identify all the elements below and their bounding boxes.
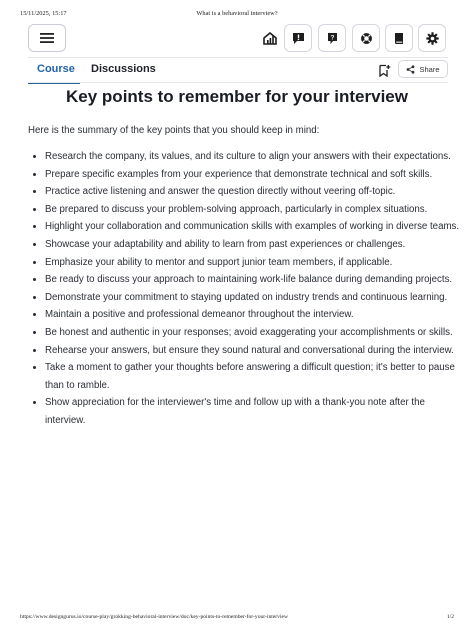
intro-text: Here is the summary of the key points that you should keep in mind: <box>28 125 320 136</box>
list-item: • Show appreciation for the interviewer's time and follow up with a thank-you note after the interview. <box>45 394 465 429</box>
share-button[interactable] <box>398 60 448 78</box>
print-header <box>0 0 474 20</box>
settings-button[interactable] <box>418 24 446 52</box>
feedback-button[interactable] <box>284 24 312 52</box>
print-footer <box>0 612 474 626</box>
list-item: • Be prepared to discuss your problem-solving approach, particularly in complex situations. <box>45 201 465 219</box>
share-icon <box>406 65 415 74</box>
list-item: • Emphasize your ability to mentor and support junior team members, if applicable. <box>45 254 465 272</box>
print-title: What is a behavioral interview? <box>196 10 278 17</box>
list-item: • Prepare specific examples from your experience that demonstrate technical and soft skills. <box>45 166 465 184</box>
page-title: Key points to remember for your interview <box>66 87 408 106</box>
list-item: • Research the company, its values, and its culture to align your answers with their expectations. <box>45 148 465 166</box>
print-date: 15/11/2025, 15:17 <box>20 10 67 17</box>
menu-button[interactable] <box>28 24 66 52</box>
list-item: • Practice active listening and answer the question directly without veering off-topic. <box>45 183 465 201</box>
share-label: Share <box>419 64 440 74</box>
list-item: • Rehearse your answers, but ensure they sound natural and conversational during the interview. <box>45 342 465 360</box>
list-item: • Be honest and authentic in your responses; avoid exaggerating your accomplishments or skills. <box>45 324 465 342</box>
print-page-number: 1/2 <box>446 614 454 620</box>
list-item: • Demonstrate your commitment to staying updated on industry trends and continuous learning. <box>45 289 465 307</box>
svg-text:?: ? <box>330 34 334 42</box>
top-toolbar <box>0 22 474 56</box>
list-item: • Showcase your adaptability and ability to learn from past experiences or challenges. <box>45 236 465 254</box>
tab-discussions[interactable]: Discussions <box>91 63 156 75</box>
question-icon <box>326 32 339 45</box>
bookmark-button[interactable] <box>374 60 394 80</box>
hamburger-menu-icon <box>40 33 54 43</box>
library-button[interactable] <box>385 24 413 52</box>
key-points-list <box>28 148 465 430</box>
list-item: • Maintain a positive and professional demeanor throughout the interview. <box>45 306 465 324</box>
support-lifebuoy-icon <box>360 32 373 45</box>
tab-course[interactable]: Course <box>37 63 75 75</box>
book-icon <box>393 32 405 45</box>
home-button[interactable] <box>256 24 284 52</box>
chat-exclamation-icon <box>292 32 305 45</box>
print-url: https://www.designgurus.io/course-play/grokking-behavioral-interview/doc/key-points-to-remember-for-your-interview <box>20 614 289 620</box>
home-stats-icon <box>263 32 277 45</box>
help-button[interactable] <box>318 24 346 52</box>
support-button[interactable] <box>352 24 380 52</box>
list-item: • Highlight your collaboration and communication skills with examples of working in diverse teams. <box>45 218 465 236</box>
list-item: • Be ready to discuss your approach to maintaining work-life balance during demanding projects. <box>45 271 465 289</box>
settings-gear-icon <box>426 32 439 45</box>
bookmark-add-icon <box>378 64 391 77</box>
list-item: • Take a moment to gather your thoughts before answering a difficult question; it's better to pause than to ramble. <box>45 359 465 394</box>
